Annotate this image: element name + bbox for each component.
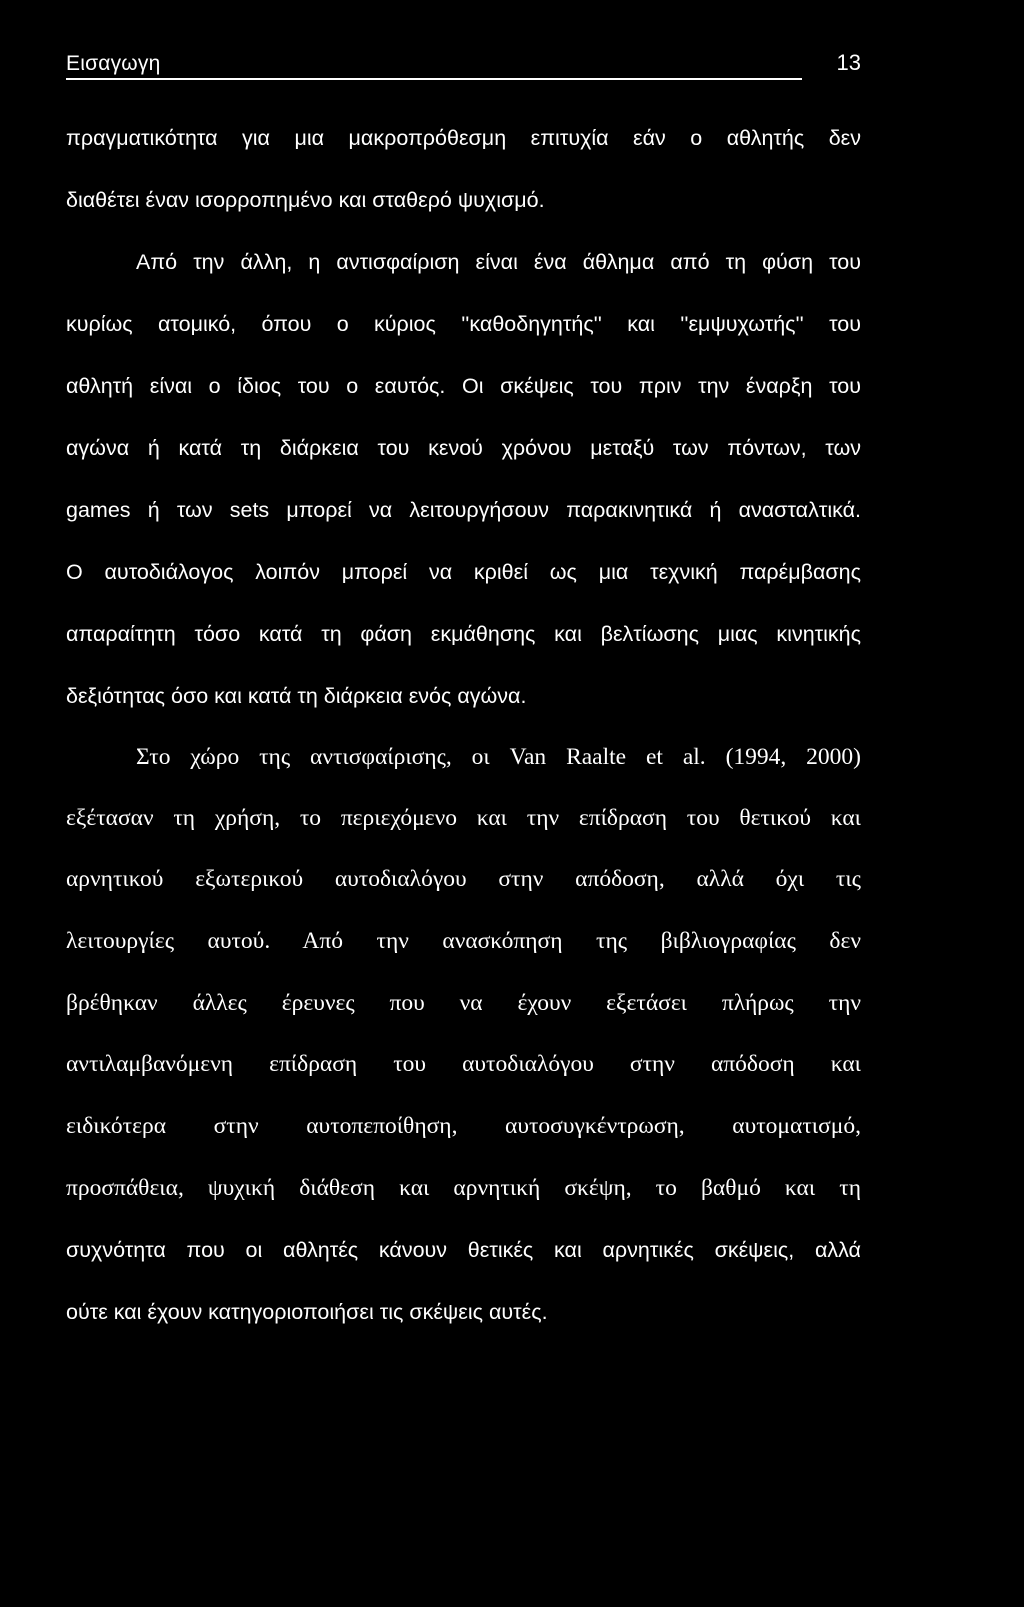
text-line: πραγματικότητα για μια μακροπρόθεσμη επιτυχία εάν ο αθλητής δεν (66, 126, 861, 150)
text-line: διαθέτει έναν ισορροπημένο και σταθερό ψυχισμό. (66, 188, 545, 212)
text-line: προσπάθεια, ψυχική διάθεση και αρνητική σκέψη, το βαθμό και τη (66, 1175, 861, 1201)
text-line: Από την άλλη, η αντισφαίριση είναι ένα άθλημα από τη φύση του (136, 250, 861, 274)
text-line: κυρίως ατομικό, όπου ο κύριος ''καθοδηγητής'' και ''εμψυχωτής'' του (66, 312, 861, 336)
text-line: Ο αυτοδιάλογος λοιπόν μπορεί να κριθεί ως μια τεχνική παρέμβασης (66, 560, 861, 584)
text-line: συχνότητα που οι αθλητές κάνουν θετικές και αρνητικές σκέψεις, αλλά (66, 1238, 861, 1262)
text-line: αντιλαμβανόμενη επίδραση του αυτοδιαλόγου στην απόδοση και (66, 1051, 861, 1077)
text-line: λειτουργίες αυτού. Από την ανασκόπηση της βιβλιογραφίας δεν (66, 928, 861, 954)
page-number: 13 (836, 50, 861, 75)
text-line: αγώνα ή κατά τη διάρκεια του κενού χρόνου μεταξύ των πόντων, των (66, 436, 861, 460)
text-line: αρνητικού εξωτερικού αυτοδιαλόγου στην απόδοση, αλλά όχι τις (66, 866, 861, 892)
text-line: ούτε και έχουν κατηγοριοποιήσει τις σκέψεις αυτές. (66, 1300, 548, 1324)
text-line: απαραίτητη τόσο κατά τη φάση εκμάθησης και βελτίωσης μιας κινητικής (66, 622, 861, 646)
running-header (66, 46, 861, 80)
text-line: εξέτασαν τη χρήση, το περιεχόμενο και την επίδραση του θετικού και (66, 805, 861, 831)
chapter-title: Εισαγωγη (66, 52, 161, 75)
text-line: games ή των sets μπορεί να λειτουργήσουν παρακινητικά ή ανασταλτικά. (66, 498, 861, 522)
header-rule (66, 78, 802, 80)
text-line: Στο χώρο της αντισφαίρισης, οι Van Raalte et al. (1994, 2000) (136, 744, 861, 770)
text-line: αθλητή είναι ο ίδιος του ο εαυτός. Οι σκέψεις του πριν την έναρξη του (66, 374, 861, 398)
text-line: δεξιότητας όσο και κατά τη διάρκεια ενός αγώνα. (66, 684, 527, 708)
text-line: ειδικότερα στην αυτοπεποίθηση, αυτοσυγκέντρωση, αυτοματισμό, (66, 1113, 861, 1139)
text-line: βρέθηκαν άλλες έρευνες που να έχουν εξετάσει πλήρως την (66, 990, 861, 1016)
